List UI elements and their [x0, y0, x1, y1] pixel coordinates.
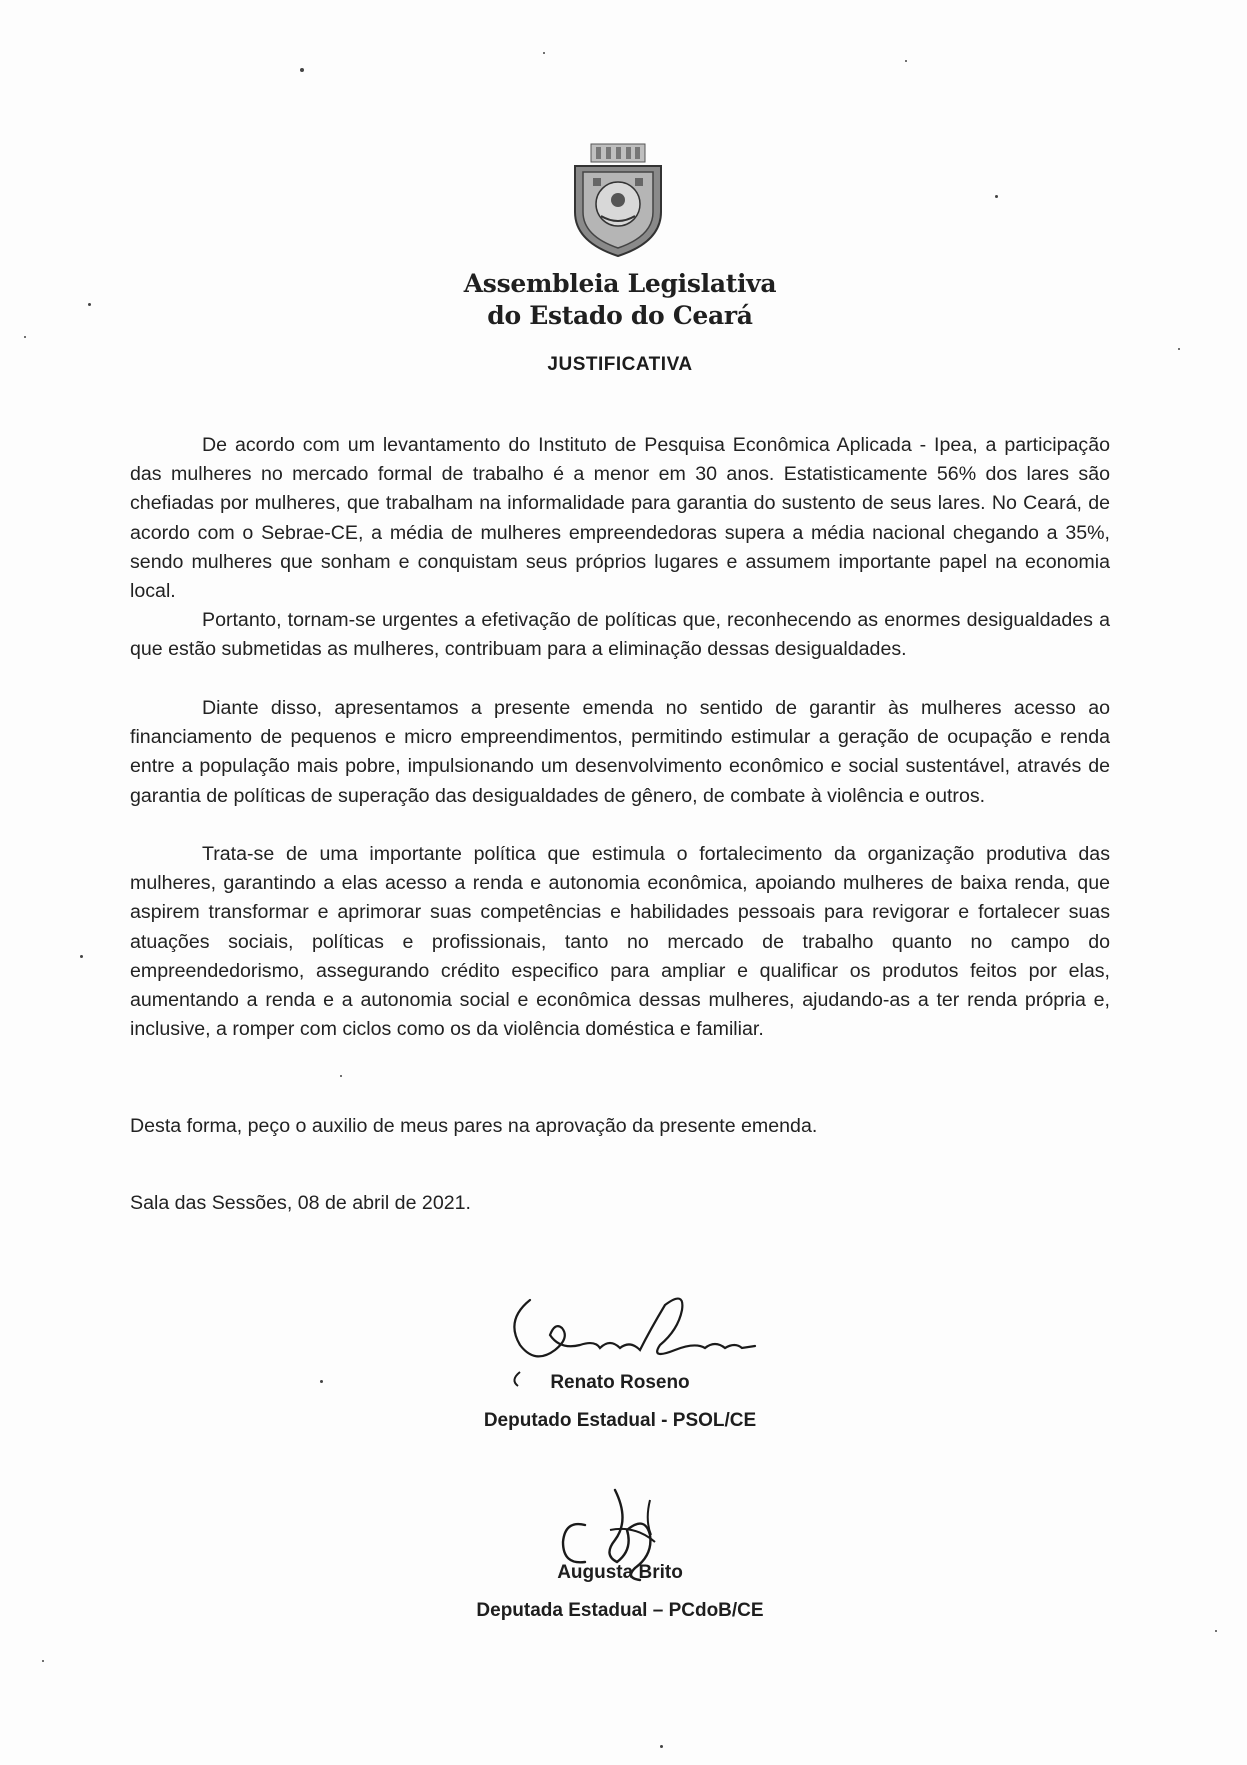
paragraph-4 — [130, 840, 1110, 1044]
scan-speck — [320, 1380, 323, 1383]
scan-speck — [88, 303, 91, 306]
scan-speck — [42, 1660, 44, 1662]
scan-speck — [543, 52, 545, 54]
place-date-text: Sala das Sessões, 08 de abril de 2021. — [130, 1192, 471, 1214]
scan-speck — [1215, 1630, 1217, 1632]
paragraph-text: Diante disso, apresentamos a presente emenda no sentido de garantir às mulheres acesso ao financiamento de pequenos e micro empreendimentos, permitindo estimular a geração de ocupação e renda entre a população mais pobre, impulsionando um desenvolvimento econômico e social sustentável, através de garantia de políticas de superação das desigualdades de gênero, de combate à violência e outros. — [130, 697, 1110, 807]
scan-speck — [340, 1075, 342, 1077]
scan-speck — [660, 1745, 663, 1748]
closing-text: Desta forma, peço o auxilio de meus pares na aprovação da presente emenda. — [130, 1115, 818, 1137]
paragraph-text: Trata-se de uma importante política que estimula o fortalecimento da organização produtiva das mulheres, garantindo a elas acesso a renda e autonomia econômica, apoiando mulheres de baixa renda, que aspirem transformar e aprimorar suas competências e habilidades pessoais para revigorar e fortalecer suas atuações sociais, políticas e profissionais, tanto no mercado de trabalho quanto no campo do empreendedorismo, assegurando crédito especifico para ampliar e qualificar os produtos feitos por elas, aumentando a renda e a autonomia social e econômica dessas mulheres, ajudando-as a ter renda própria e, inclusive, a romper com ciclos como os da violência doméstica e familiar. — [130, 843, 1110, 1041]
scan-speck — [905, 60, 907, 62]
paragraph-3 — [130, 694, 1110, 811]
document-heading: JUSTIFICATIVA — [547, 354, 693, 375]
paragraph-text: Portanto, tornam-se urgentes a efetivação de políticas que, reconhecendo as enormes desigualdades a que estão submetidas as mulheres, contribuam para a eliminação dessas desigualdades. — [130, 609, 1110, 661]
institution-name-line2: do Estado do Ceará — [487, 301, 753, 330]
signatory-1-name: Renato Roseno — [550, 1372, 690, 1393]
scan-speck — [1178, 348, 1180, 350]
scan-speck — [80, 955, 83, 958]
signatory-1-role: Deputado Estadual - PSOL/CE — [483, 1410, 757, 1431]
closing-sentence — [130, 1112, 1110, 1141]
scan-speck — [300, 68, 304, 72]
paragraph-text: De acordo com um levantamento do Instituto de Pesquisa Econômica Aplicada - Ipea, a participação das mulheres no mercado formal de trabalho é a menor em 30 anos. Estatisticamente 56% dos lares são chefiadas por mulheres, que trabalham na informalidade para garantia do sustento de seus lares. No Ceará, de acordo com o Sebrae-CE, a média de mulheres empreendedoras supera a média nacional chegando a 35%, sendo mulheres que sonham e conquistam seus próprios lugares e assumem importante papel na economia local. — [130, 434, 1110, 603]
signatory-2-name: Augusta Brito — [557, 1562, 683, 1583]
paragraph-2 — [130, 606, 1110, 664]
scan-speck — [24, 336, 26, 338]
signatory-2-role: Deputada Estadual – PCdoB/CE — [476, 1600, 764, 1621]
paragraph-1 — [130, 431, 1110, 606]
ceara-coat-of-arms-icon — [563, 142, 673, 260]
institution-name-line1: Assembleia Legislativa — [463, 269, 777, 298]
scan-speck — [995, 195, 998, 198]
place-and-date — [130, 1189, 1110, 1218]
